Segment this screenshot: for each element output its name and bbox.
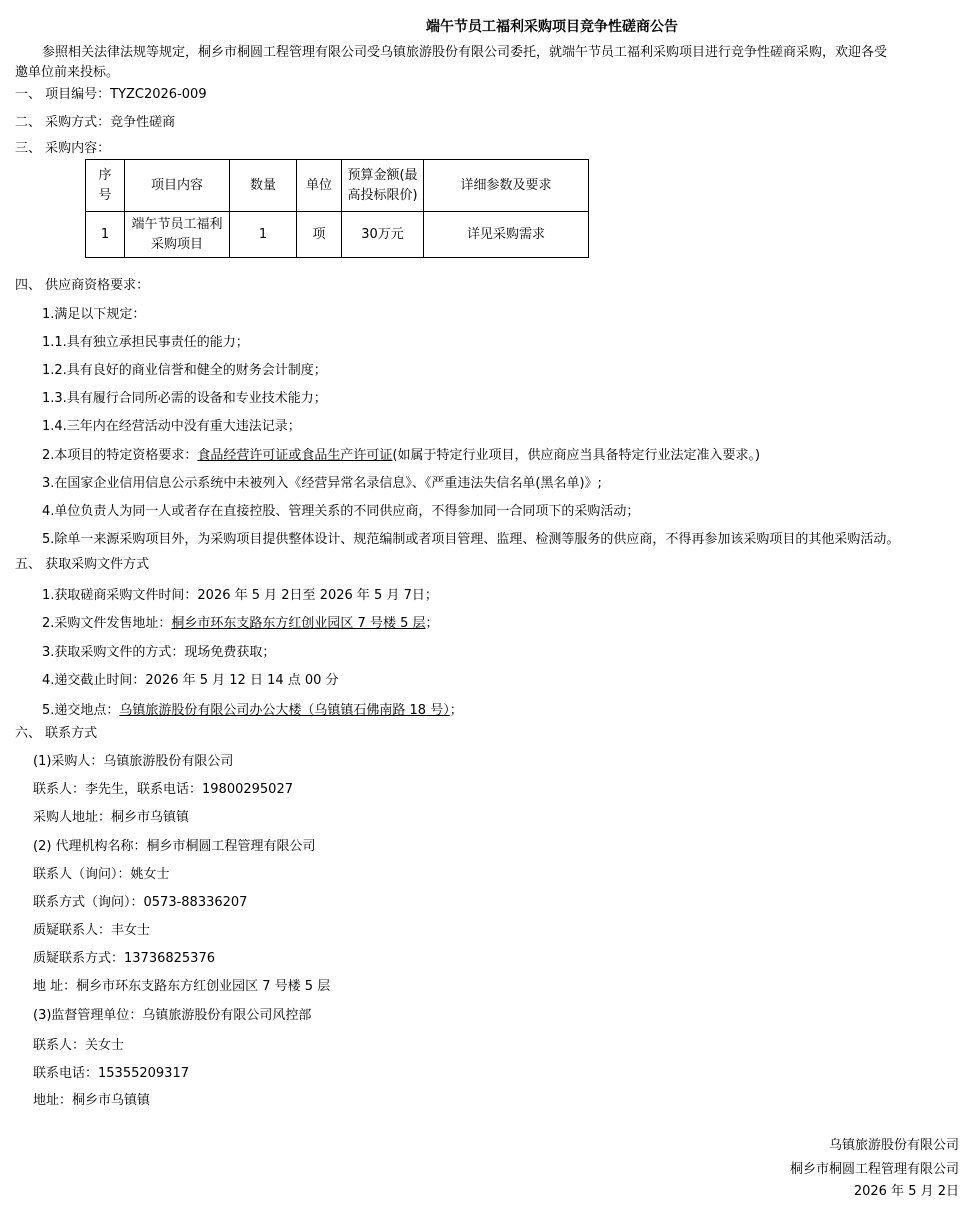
signature-company-2: 桐乡市桐圆工程管理有限公司: [789, 1162, 959, 1177]
signature-date: 2026 年 5 月 2日: [853, 1184, 959, 1199]
contact-line: 质疑联系人：丰女士: [33, 923, 151, 938]
contact-line: 质疑联系方式：13736825376: [33, 951, 215, 966]
table-row: [86, 212, 589, 258]
punctuation: ；: [449, 703, 463, 718]
section-project-number: 一、 项目编号：TYZC2026-009: [15, 87, 207, 102]
table-cell: 端午节员工福利采购项目: [125, 212, 230, 258]
contact-line: 联系人：李先生，联系电话：19800295027: [33, 782, 293, 797]
table-cell: 1: [230, 212, 297, 258]
license-requirement-link: 食品经营许可证或食品生产许可证: [197, 448, 393, 463]
obtain-label: 2.采购文件发售地址：: [42, 616, 172, 631]
intro-paragraph-line1: 参照相关法律法规等规定，桐乡市桐圆工程管理有限公司受乌镇旅游股份有限公司委托，就端午节员工福利采购项目进行竞争性磋商采购，欢迎各受: [42, 45, 888, 60]
contact-line: (2) 代理机构名称：桐乡市桐圆工程管理有限公司: [33, 839, 316, 854]
requirement-item: 1.4.三年内在经营活动中没有重大违法记录；: [42, 419, 301, 434]
contact-line: 联系方式（询问）：0573-88336207: [33, 895, 248, 910]
obtain-item: 1.获取磋商采购文件时间：2026 年 5 月 2日至 2026 年 5 月 7日；: [42, 588, 438, 603]
obtain-item: 4.递交截止时间：2026 年 5 月 12 日 14 点 00 分: [42, 673, 339, 688]
section-contact: 六、 联系方式: [15, 726, 98, 741]
table-cell: 1: [86, 212, 125, 258]
header-cell: 详细参数及要求: [424, 160, 589, 212]
signature-company-1: 乌镇旅游股份有限公司: [828, 1138, 959, 1153]
requirement-item: 4.单位负责人为同一人或者存在直接控股、管理关系的不同供应商，不得参加同一合同项下的采购活动；: [42, 504, 640, 519]
requirement-item: 1.2.具有良好的商业信誉和健全的财务会计制度；: [42, 363, 327, 378]
contact-line: 联系电话：15355209317: [33, 1066, 189, 1081]
table-cell: 30万元: [342, 212, 424, 258]
contact-line: 采购人地址：桐乡市乌镇镇: [33, 810, 190, 825]
page-title: 端午节员工福利采购项目竞争性磋商公告: [426, 19, 678, 35]
punctuation: ；: [425, 616, 439, 631]
intro-paragraph-line2: 邀单位前来投标。: [15, 65, 120, 80]
header-cell: 预算金额(最高投标限价): [342, 160, 424, 212]
contact-line: 地 址：桐乡市环东支路东方红创业园区 7 号楼 5 层: [33, 979, 331, 994]
contact-line: (1)采购人：乌镇旅游股份有限公司: [33, 754, 234, 769]
requirement-label: 2.本项目的特定资格要求：: [42, 448, 198, 463]
table-header-row: [86, 160, 589, 212]
contact-line: 联系人：关女士: [33, 1038, 125, 1053]
section-procurement-method: 二、 采购方式：竞争性磋商: [15, 115, 176, 130]
requirement-item: 1.3.具有履行合同所必需的设备和专业技术能力；: [42, 391, 327, 406]
obtain-item: [42, 703, 463, 719]
table-cell: 项: [297, 212, 342, 258]
header-cell: 序号: [86, 160, 125, 212]
contact-line: 地址：桐乡市乌镇镇: [33, 1093, 151, 1108]
table-cell: 详见采购需求: [424, 212, 589, 258]
obtain-label: 5.递交地点：: [42, 703, 120, 718]
section-obtain-documents: 五、 获取采购文件方式: [15, 557, 150, 572]
requirement-item: 1.满足以下规定：: [42, 307, 146, 322]
requirement-item: [42, 448, 760, 464]
submission-address: 乌镇旅游股份有限公司办公大楼（乌镇镇石佛南路 18 号）: [119, 703, 450, 718]
header-cell: 单位: [297, 160, 342, 212]
procurement-table: [85, 159, 589, 258]
sale-address: 桐乡市环东支路东方红创业园区 7 号楼 5 层: [171, 616, 426, 631]
requirement-note: (如属于特定行业项目，供应商应当具备特定行业法定准入要求。): [392, 448, 761, 463]
section-procurement-content: 三、 采购内容：: [15, 141, 111, 156]
contact-line: 联系人（询问）：姚女士: [33, 867, 170, 882]
requirement-item: 1.1.具有独立承担民事责任的能力；: [42, 335, 249, 350]
obtain-item: [42, 616, 439, 632]
requirement-item: 5.除单一来源采购项目外，为采购项目提供整体设计、规范编制或者项目管理、监理、检测等服务的供应商，不得再参加该采购项目的其他采购活动。: [42, 532, 900, 547]
requirement-item: 3.在国家企业信用信息公示系统中未被列入《经营异常名录信息》、《严重违法失信名单(黑名单)》;: [42, 476, 602, 491]
header-cell: 项目内容: [125, 160, 230, 212]
contact-line: (3)监督管理单位：乌镇旅游股份有限公司风控部: [33, 1008, 312, 1023]
header-cell: 数量: [230, 160, 297, 212]
section-supplier-qualification: 四、 供应商资格要求：: [15, 278, 150, 293]
obtain-item: 3.获取采购文件的方式：现场免费获取；: [42, 645, 276, 660]
